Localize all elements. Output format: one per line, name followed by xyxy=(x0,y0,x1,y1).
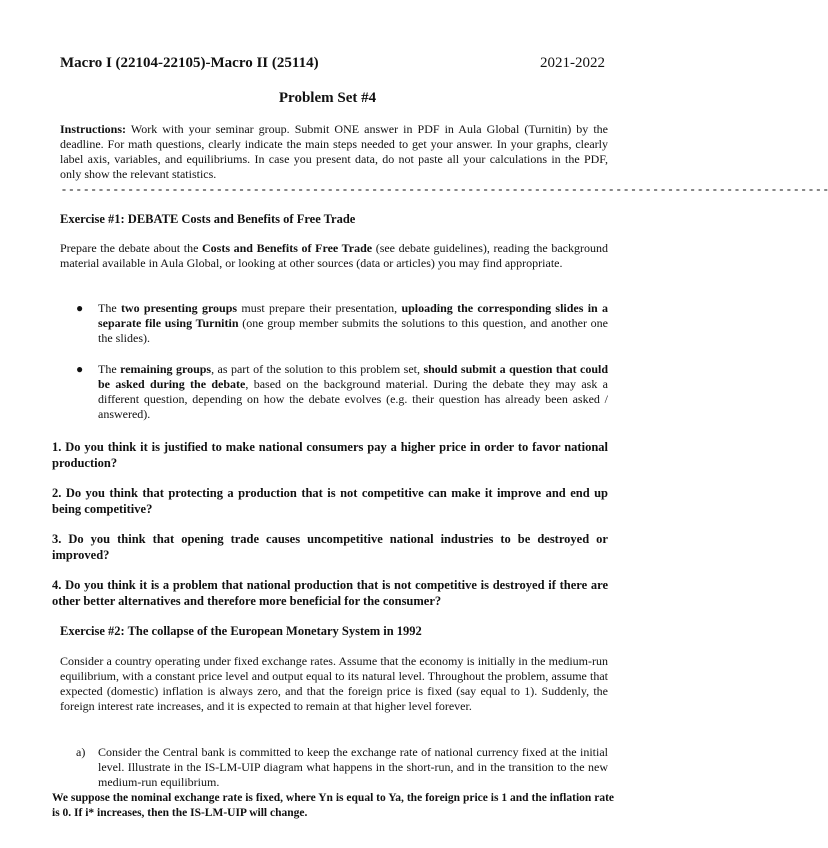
question-3: 3. Do you think that opening trade causes uncompetitive national industries to be destroyed or improved? xyxy=(52,532,608,562)
bullet-item-remaining-groups xyxy=(72,362,608,422)
question-1: 1. Do you think it is justified to make national consumers pay a higher price in order to favor national production? xyxy=(52,440,608,470)
bullet-emphasis: remaining groups xyxy=(120,362,212,376)
bullet-text: , based on the background material. During the debate they may ask a different question, depending on how the debate evolves (e.g. their question has already been asked / answered). xyxy=(98,377,608,421)
exercise1-intro xyxy=(60,241,608,271)
course-title: Macro I (22104-22105)-Macro II (25114) xyxy=(60,55,319,71)
exercise2-title: Exercise #2: The collapse of the European Monetary System in 1992 xyxy=(60,624,422,638)
instructions-paragraph xyxy=(60,122,608,182)
bullet-emphasis: uploading the corresponding slides in a separate file using Turnitin xyxy=(98,301,608,330)
exercise2-body: Consider a country operating under fixed exchange rates. Assume that the economy is initially in the medium-run equilibrium, with a constant price level and output equal to its natural level. Throughout the problem, assume that expected (domestic) inflation is always zero, and that the foreign price is fixed (say equal to 1). Suddenly, the foreign interest rate increases, and it is expected to remain at that higher level forever. xyxy=(60,654,608,713)
exercise2-item-list xyxy=(76,745,608,790)
intro-text: (see debate guidelines), reading the background material available in Aula Global, or looking at other sources (data or articles) you may find appropriate. xyxy=(60,241,608,270)
bullet-item-presenting-groups xyxy=(72,301,608,346)
bullet-emphasis: two presenting groups xyxy=(120,301,238,315)
exercise1-title: Exercise #1: DEBATE Costs and Benefits of Free Trade xyxy=(60,212,356,226)
bullet-icon: ● xyxy=(76,362,84,376)
bullet-text: (one group member submits the solutions to this question, and another one the slides). xyxy=(98,316,608,345)
instructions-label: Instructions: xyxy=(60,122,127,136)
item-text: Consider the Central bank is committed to keep the exchange rate of national currency fixed at the initial level. Illustrate in the IS-LM-UIP diagram what happens in the short-run, and in the transition to the new medium-run equilibrium. xyxy=(98,745,608,789)
dashed-separator: - - - - - - - - - - - - - - - - - - - - - - - - - - - - - - - - - - - - - - - - - - - - - - - - - - - - - - - - - - - - - - - - - - - - - - - - - - - - - - - - - - - - - - - - - - - - - - - - - - - - - - - - xyxy=(62,182,828,196)
exercise2-item-a xyxy=(76,745,608,790)
bullet-text: , as part of the solution to this problem set, xyxy=(211,362,424,376)
item-marker: a) xyxy=(76,745,86,759)
intro-emphasis: Costs and Benefits of Free Trade xyxy=(202,241,373,255)
question-2: 2. Do you think that protecting a production that is not competitive can make it improve and end up being competitive? xyxy=(52,486,608,516)
page-title: Problem Set #4 xyxy=(278,90,377,106)
intro-text: Prepare the debate about the xyxy=(60,241,203,255)
academic-year: 2021-2022 xyxy=(540,55,605,71)
bullet-icon: ● xyxy=(76,301,84,315)
bullet-text: The xyxy=(98,362,121,376)
student-answer: We suppose the nominal exchange rate is fixed, where Yn is equal to Ya, the foreign price is 1 and the inflation rate is 0. If i* increases, then the IS-LM-UIP will change. xyxy=(52,792,614,819)
bullet-emphasis: should submit a question that could be asked during the debate xyxy=(98,362,609,391)
bullet-text: The xyxy=(98,301,121,315)
instructions-text: Work with your seminar group. Submit ONE answer in PDF in Aula Global (Turnitin) by the deadline. For math questions, clearly indicate the main steps needed to get your answer. In your graphs, clearly label axis, variables, and equilibriums. In case you present data, do not paste all your calculations in the PDF, only show the relevant statistics. xyxy=(60,122,608,181)
bullet-text: must prepare their presentation, xyxy=(237,301,402,315)
question-4: 4. Do you think it is a problem that national production that is not competitive is destroyed if there are other better alternatives and therefore more beneficial for the consumer? xyxy=(52,578,608,608)
bullet-list xyxy=(72,301,608,438)
